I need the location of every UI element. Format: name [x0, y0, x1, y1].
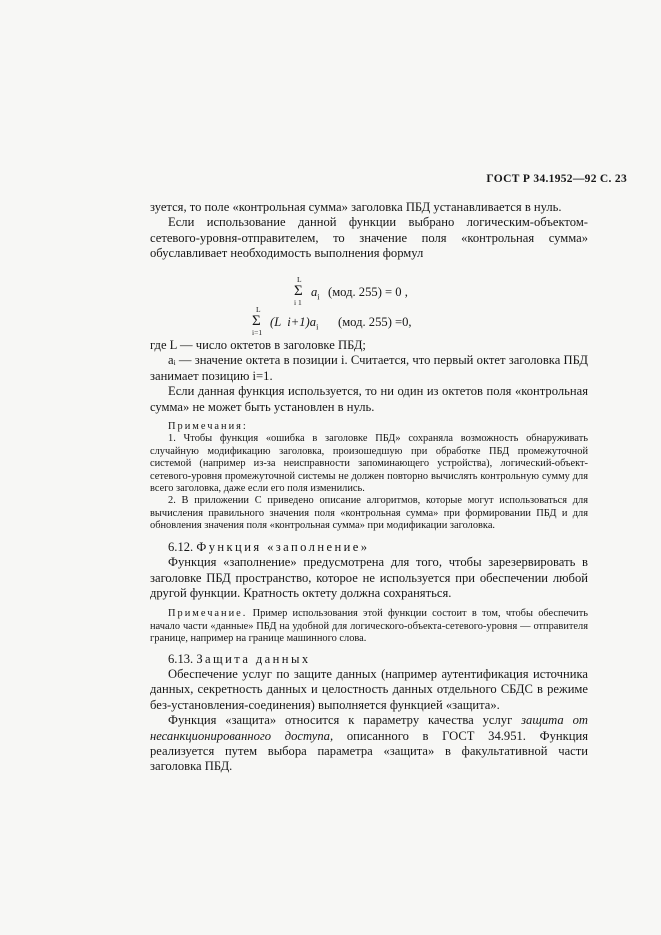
paragraph-padding-function: Функция «заполнение» предусмотрена для того, чтобы зарезервировать в заголовке ПБД пространство, которое не используется при обеспечении любой другой функции. Кратность октету должна сохраняться.	[150, 555, 588, 600]
formula-modulo: (мод. 255) =0,	[338, 315, 412, 329]
paragraph-security-services: Обеспечение услуг по защите данных (например аутентификация источника данных, секретность данных и целостность данных отдельного СБДС в режиме без-установления-соединения) выполняется функцией «защита».	[150, 666, 588, 712]
note-1: 1. Чтобы функция «ошибка в заголовке ПБД» сохраняла возможность обнаруживать случайную модификацию заголовка, произошедшую при обработке ПБД промежуточной системой (например из-за неисправности запоминающего устройства), логический-объект-сетевого-уровня промежуточной системы не должен повторно вычислять контрольную сумму для всего заголовка, даже если его поля изменились.	[150, 433, 588, 495]
note-2: 2. В приложении С приведено описание алгоритмов, которые могут использоваться для вычисления правильного значения поля «контрольная сумма» при формировании ПБД и для обновления значения поля «контрольная сумма» при модификации заголовка.	[150, 495, 588, 532]
formula-expression: (L $i+1)a_i$	[270, 315, 319, 332]
formula-checksum-2	[252, 306, 422, 336]
page-header: ГОСТ Р 34.1952—92 С. 23	[486, 173, 627, 185]
paragraph-security-function: Функция «защита» относится к параметру качества услуг защита от несанкционированного доступа, описанного в ГОСТ 34.951. Функция реализуется путем выбора параметра «защита» в факультативной части заголовка ПБД.	[150, 713, 588, 774]
formula-lower-limit: i=1	[252, 328, 263, 337]
section-number: 6.12.	[168, 539, 194, 554]
note-text: Пример использования этой функции состоит в том, чтобы обеспечить начало части «данные» ПБД на удобной для логического-объекта-сетевого-уровня — отправителя границе, например на границе машинного слова.	[150, 608, 588, 645]
note-padding	[150, 608, 588, 645]
section-heading-6-12	[150, 540, 588, 555]
section-title: Защита данных	[196, 651, 311, 666]
paragraph-where-ai: aᵢ — значение октета в позиции i. Считается, что первый октет заголовка ПБД занимает позицию i=1.	[150, 353, 588, 383]
paragraph-where-l: где L — число октетов в заголовке ПБД;	[150, 338, 366, 352]
formula-upper-limit: L	[256, 305, 261, 314]
sigma-symbol: Σ	[252, 313, 261, 329]
italic-term: защита от несанкционированного доступа,	[150, 713, 588, 743]
paragraph-continuation: зуется, то поле «контрольная сумма» заголовка ПБД устанавливается в нуль.	[150, 200, 562, 214]
note-label: Примечание.	[168, 608, 248, 620]
paragraph-no-zero-octet: Если данная функция используется, то ни один из октетов поля «контрольная сумма» не может быть установлен в нуль.	[150, 384, 588, 414]
formula-checksum-1	[294, 276, 434, 306]
section-heading-6-13	[150, 652, 588, 667]
formula-lower-limit: i 1	[294, 298, 302, 307]
text-block-middle	[150, 338, 588, 775]
section-title: Функция «заполнение»	[196, 539, 370, 554]
formula-modulo: (мод. 255) = 0 ,	[328, 285, 408, 299]
text-block-top	[150, 200, 588, 262]
formula-expression: $a_i$	[311, 285, 320, 302]
formula-upper-limit: L	[297, 275, 302, 284]
paragraph-checksum-usage: Если использование данной функции выбрано логическим-объектом-сетевого-уровня-отправителем, то значение поля «контрольная сумма» обуславливает необходимость выполнения формул	[150, 215, 588, 261]
sigma-symbol: Σ	[294, 283, 303, 299]
notes-label: Примечания:	[168, 421, 248, 433]
section-number: 6.13.	[168, 651, 194, 666]
